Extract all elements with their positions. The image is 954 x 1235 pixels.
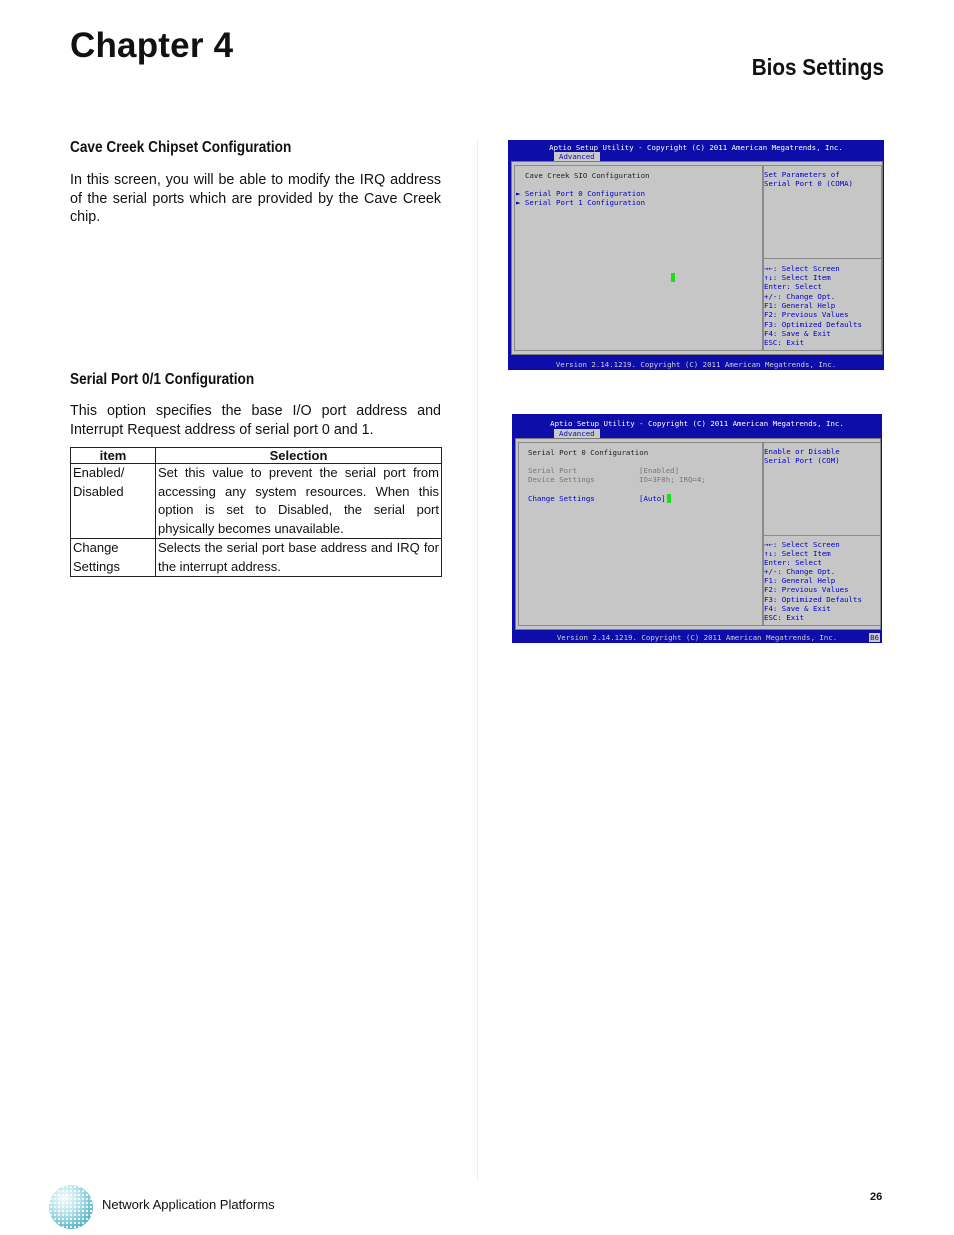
bios-key-help: ↑↓: Select Item bbox=[764, 273, 831, 282]
bios-key-help: +/-: Change Opt. bbox=[764, 567, 836, 576]
bios-help-line: Enable or Disable bbox=[764, 447, 840, 456]
bios-key-help: ESC: Exit bbox=[764, 613, 805, 622]
table-cell-selection: Set this value to prevent the serial port from accessing any system resources. When this option is set to Disabled, the serial port physically becomes unavailable. bbox=[156, 464, 442, 539]
bios-key-help: F4: Save & Exit bbox=[764, 604, 831, 613]
bios-key-help: F2: Previous Values bbox=[764, 585, 849, 594]
heading-cave-creek: Cave Creek Chipset Configuration bbox=[70, 139, 292, 156]
settings-table bbox=[70, 447, 442, 577]
bios-key-help: F1: General Help bbox=[764, 301, 836, 310]
bios-row-value: [Enabled] bbox=[639, 466, 680, 475]
bios-row-value: IO=3F8h; IRQ=4; bbox=[639, 475, 706, 484]
bios-change-settings-label[interactable]: Change Settings bbox=[528, 494, 595, 503]
table-row bbox=[71, 539, 442, 577]
bios-footer: Version 2.14.1219. Copyright (C) 2011 American Megatrends, Inc. bbox=[555, 360, 837, 369]
bios-key-help: F3: Optimized Defaults bbox=[764, 320, 862, 329]
chapter-title: Chapter 4 bbox=[70, 26, 234, 65]
bios-key-help: F3: Optimized Defaults bbox=[764, 595, 862, 604]
footer-label: Network Application Platforms bbox=[102, 1197, 275, 1212]
table-header-selection: Selection bbox=[156, 448, 442, 464]
bios-heading: Serial Port 0 Configuration bbox=[528, 448, 649, 457]
bios-main-panel bbox=[511, 161, 883, 355]
column-divider bbox=[477, 140, 478, 1180]
table-cell-item: Change Settings bbox=[71, 539, 156, 577]
bios-footer: Version 2.14.1219. Copyright (C) 2011 American Megatrends, Inc. bbox=[556, 633, 838, 642]
bios-key-help: F4: Save & Exit bbox=[764, 329, 831, 338]
bios-corner-label: B6 bbox=[870, 632, 879, 642]
bios-cursor bbox=[671, 273, 675, 282]
bios-screenshot-sio bbox=[508, 140, 884, 370]
bios-help-line: Serial Port (COM) bbox=[764, 456, 840, 465]
bios-key-help: ESC: Exit bbox=[764, 338, 805, 347]
section-title: Bios Settings bbox=[751, 54, 884, 80]
bios-tab-advanced: Advanced bbox=[554, 152, 600, 161]
table-row bbox=[71, 464, 442, 539]
bios-key-help: +/-: Change Opt. bbox=[764, 292, 836, 301]
bios-key-help: ↑↓: Select Item bbox=[764, 549, 831, 558]
bios-item-serial-port-0[interactable]: ► Serial Port 0 Configuration bbox=[516, 189, 646, 198]
bios-row-label: Device Settings bbox=[528, 475, 595, 484]
bios-change-settings-value[interactable]: [Auto] bbox=[639, 494, 666, 503]
table-header-row bbox=[71, 448, 442, 464]
bios-title: Aptio Setup Utility - Copyright (C) 2011 American Megatrends, Inc. bbox=[549, 143, 843, 152]
bios-key-help: →←: Select Screen bbox=[764, 540, 840, 549]
table-header-item: item bbox=[71, 448, 156, 464]
bios-key-help: F2: Previous Values bbox=[764, 310, 849, 319]
bios-key-help: →←: Select Screen bbox=[764, 264, 840, 273]
bios-tab-advanced: Advanced bbox=[554, 429, 600, 438]
bios-key-help: Enter: Select bbox=[764, 282, 822, 291]
paragraph-serial-port: This option specifies the base I/O port address and Interrupt Request address of serial port 0 and 1. bbox=[70, 403, 441, 438]
bios-help-line: Set Parameters of bbox=[764, 170, 840, 179]
table-cell-item: Enabled/ Disabled bbox=[71, 464, 156, 539]
page-number: 26 bbox=[870, 1191, 883, 1203]
paragraph-cave-creek: In this screen, you will be able to modify the IRQ address of the serial ports which are provided by the Cave Creek chip. bbox=[70, 172, 441, 225]
company-logo-pattern bbox=[49, 1185, 93, 1229]
bios-key-help: Enter: Select bbox=[764, 558, 822, 567]
bios-screenshot-serial-port bbox=[512, 414, 882, 643]
bios-key-help: F1: General Help bbox=[764, 576, 836, 585]
bios-item-serial-port-1[interactable]: ► Serial Port 1 Configuration bbox=[516, 198, 646, 207]
bios-row-label: Serial Port bbox=[528, 466, 577, 475]
bios-help-separator bbox=[764, 535, 880, 536]
heading-serial-port: Serial Port 0/1 Configuration bbox=[70, 371, 255, 388]
bios-heading: Cave Creek SIO Configuration bbox=[525, 171, 650, 180]
bios-help-separator bbox=[764, 258, 881, 259]
bios-help-line: Serial Port 0 (COMA) bbox=[764, 179, 853, 188]
bios-title: Aptio Setup Utility - Copyright (C) 2011 American Megatrends, Inc. bbox=[550, 419, 844, 428]
bios-main-panel bbox=[515, 438, 881, 630]
bios-cursor bbox=[667, 494, 671, 503]
table-cell-selection: Selects the serial port base address and IRQ for the interrupt address. bbox=[156, 539, 442, 577]
